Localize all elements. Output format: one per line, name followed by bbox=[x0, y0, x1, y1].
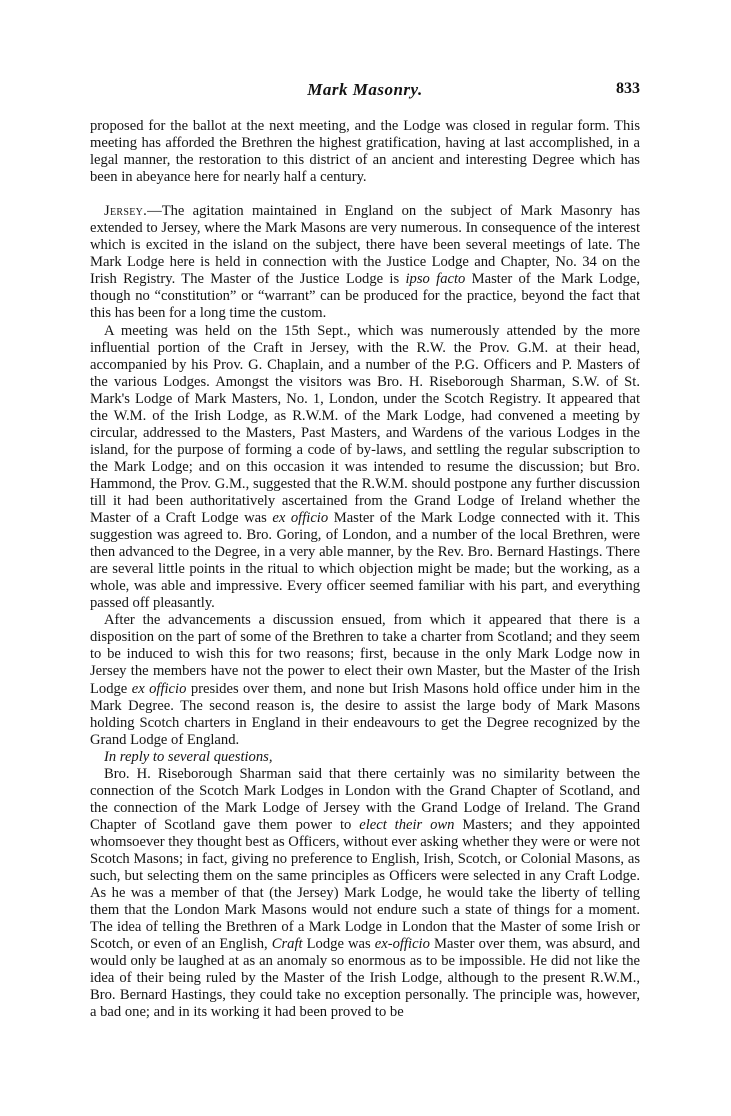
italic-phrase: ex officio bbox=[272, 510, 329, 527]
italic-phrase: ex-officio bbox=[374, 936, 430, 953]
italic-phrase: elect their own bbox=[359, 816, 455, 833]
paragraph-meeting bbox=[90, 323, 640, 613]
paragraph-questions bbox=[90, 749, 640, 766]
italic-phrase: ipso facto bbox=[405, 271, 466, 288]
paragraph-text: proposed for the ballot at the next meeting, and the Lodge was closed in regular form. This meeting has afforded the Brethren the highest gratification, having at last accomplished, in a legal manner, the restoration to this district of an ancient and interesting Degree which has been in abeyance here for nearly half a century. bbox=[90, 118, 640, 186]
italic-phrase: Craft bbox=[271, 936, 303, 953]
article-body bbox=[90, 118, 640, 1021]
paragraph-text: —The agitation maintained in England on the subject of Mark Masonry has extended to Jersey, where the Mark Masons are very numerous. In consequence of the interest which is excited in the island on the subject, there have been several meetings of late. The Mark Lodge here is held in connection with the Justice Lodge and Chapter, No. 34 on the Irish Registry. The Master of the Justice Lodge is bbox=[90, 203, 640, 288]
running-title: Mark Masonry. bbox=[307, 80, 423, 99]
paragraph-text: Master over them, was absurd, and would only be laughed at as an anomaly so enormous as to be impossible. He did not like the idea of their being ruled by the Master of the Irish Lodge, although to the present R.W.M., Bro. Bernard Hastings, they could take no exception personally. The principle was, however, a bad one; and in its working it had been proved to be bbox=[90, 936, 640, 1021]
paragraph-text: presides over them, and none but Irish Masons hold office under him in the Mark Degree. The second reason is, the desire to assist the large body of Mark Masons holding Scotch charters in England in their endeavours to get the Degree recognized by the Grand Lodge of England. bbox=[90, 680, 640, 748]
paragraph-text: Bro. H. Riseborough Sharman said that there certainly was no similarity between the connection of the Scotch Mark Lodges in London with the Grand Chapter of Scotland, and the connection of the Mark Lodge of Jersey with the Grand Lodge of Ireland. The Grand Chapter of Scotland gave them power to bbox=[90, 765, 640, 833]
paragraph-continuation bbox=[90, 118, 640, 186]
page-number: 833 bbox=[616, 80, 640, 97]
paragraph-text: A meeting was held on the 15th Sept., which was numerously attended by the more influential portion of the Craft in Jersey, with the R.W. the Prov. G.M. at their head, accompanied by his Prov. G. Chaplain, and a number of the P.G. Officers and P. Masters of the various Lodges. Amongst the visitors was Bro. H. Riseborough Sharman, S.W. of St. Mark's Lodge of Mark Masters, No. 1, London, under the Scotch Registry. It appeared that the W.M. of the Irish Lodge, as R.W.M. of the Mark Lodge, had convened a meeting by circular, addressed to the Masters, Past Masters, and Wardens of the various Lodges in the island, for the purpose of forming a code of by-laws, and settling the regular subscription to the Mark Lodge; and on this occasion it was intended to resume the discussion; but Bro. Hammond, the Prov. G.M., suggested that the R.W.M. should postpone any further discussion till it had been authoritatively ascertained from the Grand Lodge of Ireland whether the Master of a Craft Lodge was bbox=[90, 322, 640, 527]
paragraph-text: Lodge was bbox=[302, 936, 375, 953]
section-lead-jersey: Jersey. bbox=[104, 203, 148, 220]
paragraph-text: Master of the Mark Lodge connected with it. This suggestion was agreed to. Bro. Goring, of London, and a number of the local Brethren, were then advanced to the Degree, in a very able manner, by the Rev. Bro. Bernard Hastings. There are several little points in the ritual to which objection might be made; but the working, as a whole, was able and impressive. Every officer seemed familiar with his part, and everything passed off pleasantly. bbox=[90, 510, 640, 612]
paragraph-text: Master of the Mark Lodge, though no “constitution” or “warrant” can be produced for the practice, beyond the fact that this has been for a long time the custom. bbox=[90, 271, 640, 322]
page-header bbox=[90, 80, 640, 102]
italic-phrase: In reply to several questions, bbox=[104, 748, 273, 765]
paragraph-jersey bbox=[90, 203, 640, 322]
italic-phrase: ex officio bbox=[131, 680, 187, 697]
paragraph-text: After the advancements a discussion ensued, from which it appeared that there is a disposition on the part of some of the Brethren to take a charter from Scotland; and they seem to be induced to wish this for two reasons; first, because in the only Mark Lodge now in Jersey the members have not the power to elect their own Master, but the Master of the Irish Lodge bbox=[90, 612, 640, 697]
paragraph-sharman bbox=[90, 766, 640, 1022]
paragraph-discussion bbox=[90, 612, 640, 748]
paragraph-text: Masters; and they appointed whomsoever they thought best as Officers, without ever asking whether they were or were not Scotch Masons; in fact, giving no preference to English, Irish, Scotch, or Colonial Masons, as such, but selecting them on the same principles as Officers were selected in any Craft Lodge. As he was a member of that (the Jersey) Mark Lodge, he would take the liberty of telling them that the London Mark Masons would not endure such a state of things for a moment. The idea of telling the Brethren of a Mark Lodge in London that the Master of some Irish or Scotch, or even of an English, bbox=[90, 816, 641, 953]
